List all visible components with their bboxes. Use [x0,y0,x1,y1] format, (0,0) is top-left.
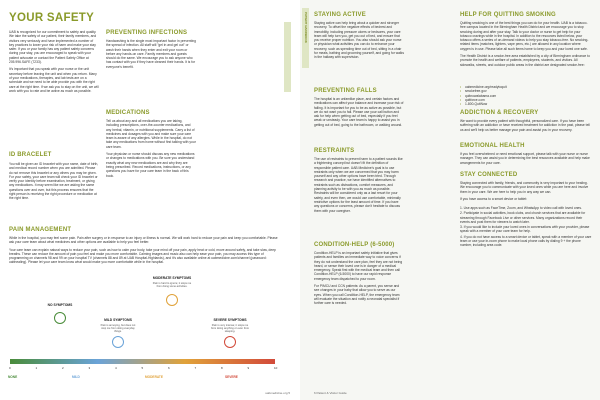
scale-label-none: NONE [8,375,18,379]
staying-active-text: Staying active can help bring about a quicker and stronger recovery. To offset the negative effects of bedrest and immobility, including pressure ulcers or bedsores, your care team will help turn you, get you out of bed, and ensure that you receive proper nutrition. You also should ask your nurse or physician what activities you can do to enhance your recovery, such as spending time out of bed, sitting in a chair for meals, bathing and grooming yourself, and going for walks in the hallway with supervision. [314,21,404,60]
pain-scale-number: 4 [115,366,117,370]
quit-resource-link[interactable]: • smokefree.gov [460,89,592,93]
handbook-tab [302,8,309,68]
stay-connected-step: 1. Use apps such as FaceTime, Zoom, and WhatsApp to video call with loved ones. [460,206,582,210]
preventing-infections-heading: PREVENTING INFECTIONS [106,30,188,36]
quitting-smoking-heading: HELP FOR QUITTING SMOKING [460,12,556,18]
id-bracelet-heading: ID BRACELET [9,152,52,158]
pain-level-title: SEVERE SYMPTOMS [213,318,247,322]
quit-resource-link[interactable]: • quitnowalabama.com [460,94,592,98]
pain-scale-number: 2 [62,366,64,370]
quit-resources-list [460,85,592,106]
pain-scale-bar [10,350,280,370]
quitting-smoking-paragraph: The Health District is a smoke-free area established by a city of Birmingham ordinance to promote the health and welfare of patients, employees, students, and visitors. All sidewalks, streets, and outdoor public areas in the district are designated smoke-free: [460,54,590,67]
pain-scale-number: 10 [274,366,278,370]
pain-level-caption: Pain is very intense; it stops me from doing anything or even from sleeping. [210,324,250,333]
pain-scale-number: 7 [194,366,197,370]
side-tab [284,22,291,92]
pain-level-caption: Pain is annoying, but does not stop me from doing everyday things. [100,324,136,333]
pain-level-title: NO SYMPTOMS [47,303,73,307]
medications-paragraph: Tell us about any and all medications you are taking, including prescriptions, over-the-counter medications, and any herbal, vitamin, or nutritional supplements. Carry a list of medicines and dosages with you and make sure your care team is aware of any allergies. While in the hospital, do not take any medications from home without first talking with your care team. [106,119,196,149]
intro-text [9,30,99,96]
pain-level-caption: Pain is hard to ignore; it stops me from doing some activities. [152,282,192,288]
moderate-symptoms-face-icon [166,294,178,306]
quitting-smoking-paragraph: Quitting smoking is one of the best things you can do for your health. UAB is a tobacco-free campus located in the Birmingham Health District and we encourage you to stop smoking during and after your stay. Talk to your doctor or nurse to get help for your tobacco cravings while in the hospital. In addition to the resources listed below, your tobacco offers a series of on-demand videos to help you stay tobacco-free. No smoking-related items (matches, lighters, vape pens, etc.) are allowed in any location where oxygen is in use. Please take all such items home to keep you and your loved one safe. [460,21,589,51]
condition-help-heading: CONDITION-HELP (6-5000) [314,242,395,248]
pain-management-text [9,236,279,268]
handbook-tab-label: PATIENT HANDBOOK [304,12,308,43]
mild-symptoms-face-icon [112,336,124,348]
intro-paragraph: It's important that you speak with your nurse or the unit secretary before leaving the unit and when you return. Many of your medications, therapies, and lab tests are on a schedule and we need to be able provide you with the right care at the right time. If we ask you to stay on the unit, we will work with you to rate and be active as much as possible. [9,67,99,93]
scale-label-severe: SEVERE [225,375,238,379]
stay-connected-step: 2. Participate in social activities, book clubs, and church services that are available for streaming through Facebook Live or other services. Many organizations record their events and post them for viewers to watch later. [460,211,586,224]
addiction-heading: ADDICTION & RECOVERY [460,110,539,116]
stay-connected-paragraph: Staying connected with family, friends, and community is very important to your healing. We encourage you to communicate with your loved ones while you are here and involve them in your care. We are here to help you in any way we can. [460,181,589,194]
preventing-infections-text: Handwashing is the single most important factor in preventing the spread of infection. All staff will "gel in and gel out" or wash their hands when they enter and exit your room or before any hands-on care. Family members and guests should do the same. We encourage you to ask anyone who has contact with you if they have cleaned their hands. It is for everyone's benefit. [106,39,196,69]
staying-active-heading: STAYING ACTIVE [314,12,366,18]
scale-label-mild: MILD [72,375,80,379]
pain-level-title: MODERATE SYMPTOMS [152,276,192,280]
pain-scale-number: 1 [35,366,38,370]
pain-scale-number: 5 [141,366,144,370]
right-footer: 6 Patient & Visitor Guide [314,391,347,395]
pain-level-title: MILD SYMPTOMS [104,318,132,322]
pain-scale-number: 6 [168,366,170,370]
medications-text [106,119,196,181]
quit-resource-link[interactable]: • 1-800-QuitNow [460,102,592,106]
emotional-health-heading: EMOTIONAL HEALTH [460,143,525,149]
pain-paragraph: While in the hospital, you may feel some pain. Pain after surgery or in response to an injury or illness is normal. We will work hard to reduce your pain and keep you comfortable. Please ask your care team about what medicines and other options are available to help you feel better. [9,236,278,245]
stay-connected-step: 3. If you would like to include your loved ones in conversations with your provider, please speak with a member of your care team for help. [460,225,590,234]
preventing-falls-heading: PREVENTING FALLS [314,88,377,94]
addiction-text: We want to provide every patient with thoughtful, personalized care. If you have been suffering with an addiction or have received treatment for addiction in the past, please tell us and we'll help us better manage your pain and assist you in your recovery. [460,119,590,132]
preventing-falls-text: The hospital is an unfamiliar place, and certain factors and medications can affect your balance and increase your risk of falling. It is important for you to be as active as possible, but we do not want you to fall. Please use your call button and ask for help when getting out of bed, especially if you feel weak or unsteady. Your care team is happy to assist you in getting out of bed, going to the bathroom, or walking around. [314,97,404,127]
id-bracelet-text: You will be given an ID bracelet with your name, date of birth, and medical record number when you are admitted. Please do not remove this bracelet or any others you may be given. For your safety, your care team will check your ID bracelet or verify your identity before examination, treatment, or giving any medications. It may seem like we are asking the same questions over and over, but this process ensures that the right person is receiving the right procedure or medication at the right time. [9,162,99,201]
pain-scale-number: 0 [9,366,11,370]
stay-connected-heading: STAY CONNECTED [460,172,518,178]
pain-paragraph: Your care team can explain natural ways to reduce your pain, such as how to calm your body, take your mind off your pain, apply heat or cold, move around safely, and take slow, deep breaths. These can reduce the amount of pain you feel and make you more comfortable. Calming images and music also can help ease your pain, you may access this type of programming on channels 98 and 99 on your hospital TV (channels 88 and 89 at UAB Hospital-Highlands), and it's also available online at uabmedicine.com/channel (password: uabhealing). Please let your care team know what would make you more comfortable while in the hospital. [9,247,276,265]
condition-help-text [314,251,404,309]
medications-paragraph: Your physician or nurse should discuss any new medications or changes to medications with you. Be sure you understand exactly what any new medications are and why they are being prescribed. Record medications, instructions, or any questions you have for your care team in the back of this book. [106,152,195,178]
intro-paragraph: UAB is recognized for our commitment to safety and quality. We take the safety of our patient, their family members, and visitors very seriously and have implemented a number of key practices to lower your risk of harm and make your stay safer. If you or your family has any patient safety concerns during your stay, you are encouraged to speak with your patient advocate or contact the Patient Safety Office at 205.996.SAFE (7233). [9,30,97,65]
quit-resource-link[interactable]: • quitforce.com [460,98,592,102]
medications-heading: MEDICATIONS [106,110,150,116]
right-page [300,0,600,400]
condition-help-paragraph: For PIMCU and CCN patients: As a parent, you sense and see changes in your baby that allow you to serve as our eyes. When you call Condition-HELP, the emergency team will evaluate the situation and notify a neonatal specialist if further care is needed. [314,284,400,306]
stay-connected-steps [460,206,592,249]
pain-management-heading: PAIN MANAGEMENT [9,227,72,233]
page-title: YOUR SAFETY [9,12,95,24]
stay-connected-paragraph: If you have access to a smart device or tablet: [460,196,528,201]
restraints-text: The use of restraints to prevent harm to a patient sounds like a frightening concept but doesn't fit the definition of responsible patient care. UAB Medicine's goal is to use restraints only when we are concerned that you may harm yourself and any other options have been tried. Through research and practice, we have identified alternatives to restraints such as distractions, comfort measures, and planning activity to be with you as much as possible. Restraints will be considered only as a last resort for your safety, and even then, we would use comfortable, minimally restrictive options for the least amount of time. If you have any questions or concerns, please don't hesitate to discuss them with your caregiver. [314,157,403,213]
no-symptoms-face-icon [54,312,66,324]
condition-help-paragraph: Condition-HELP is an important safety initiative that gives patients and families an immediate way to voice concerns if they do not understand the care plan, feel they are not being heard, or sense their loved one is in danger of a medical emergency. Speak first with the medical team and then call Condition-HELP (6-5000) to have our rapid response emergency team dispatched to your room. [314,251,403,281]
severe-symptoms-face-icon [224,336,236,348]
left-footer: uabmedicine.org 5 [265,391,290,395]
stay-connected-step: 4. If you do not have access to a smart device or tablet, speak with a member of your care team or use your in-room phone to make local phone calls by dialing 9 + the phone number, including area code. [460,234,592,248]
pain-scale-number: 9 [247,366,250,370]
emotional-health-text: If you feel overwhelmed or need emotional support, please talk with your nurse or nurse manager. They can assist you in determining the best resources available and help make arrangements for your care. [460,152,590,165]
pain-scale-number: 8 [221,366,223,370]
quitting-smoking-text [460,21,592,70]
pain-scale-number: 3 [88,366,91,370]
quit-resource-link[interactable]: • uabmedicine.org/readytoquit [460,85,592,89]
restraints-heading: RESTRAINTS [314,148,355,154]
stay-connected-text [460,181,592,204]
scale-label-moderate: MODERATE [145,375,164,379]
